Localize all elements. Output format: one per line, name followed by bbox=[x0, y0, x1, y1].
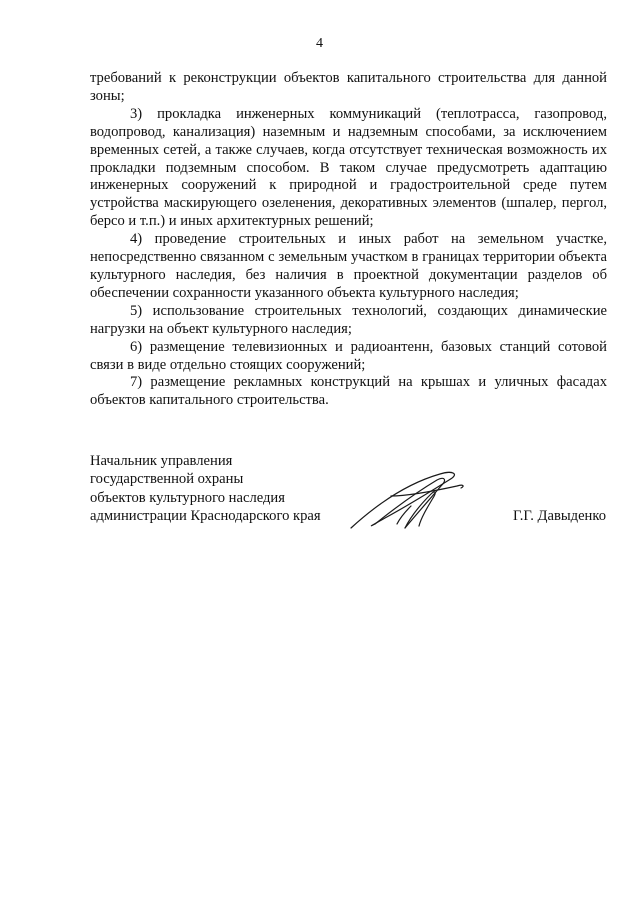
handwritten-signature bbox=[345, 466, 470, 536]
document-body bbox=[90, 70, 607, 410]
signatory-name: Г.Г. Давыденко bbox=[512, 508, 606, 524]
paragraph-continuation: требований к реконструкции объектов капитального строительства для данной зоны; bbox=[90, 70, 607, 104]
position-line: Начальник управления bbox=[90, 453, 233, 469]
paragraph-item-5: 5) использование строительных технологий, создающих динамические нагрузки на объект культурного наследия; bbox=[90, 302, 607, 337]
position-line: объектов культурного наследия bbox=[90, 489, 285, 506]
paragraph-item-6: 6) размещение телевизионных и радиоантенн, базовых станций сотовой связи в виде отдельно стоящих сооружений; bbox=[90, 338, 607, 373]
position-line: администрации Краснодарского края bbox=[90, 508, 321, 525]
paragraph-item-4: 4) проведение строительных и иных работ на земельном участке, непосредственно связанном с земельным участком в границах территории объекта культурного наследия, без наличия в проектной документации разделов об обеспечении сохранности указанного объекта культурного наследия; bbox=[90, 231, 607, 301]
position-line: государственной охраны bbox=[90, 471, 244, 488]
paragraph-item-3: 3) прокладка инженерных коммуникаций (теплотрасса, газопровод, водопровод, канализация) наземным и надземным способами, за исключением временных сетей, а также случаев, когда отсутствует техническая возможность их прокладки подземным способом. В таком случае предусмотреть адаптацию инженерных сооружений к природной и градостроительной среде путем устройства маскирующего озеленения, декоративных элементов (шпалер, пергол, берсо и т.п.) и иных архитектурных решений; bbox=[90, 105, 607, 230]
paragraph-item-7: 7) размещение рекламных конструкций на крышах и уличных фасадах объектов капитального строительства. bbox=[90, 374, 607, 409]
page-number: 4 bbox=[316, 36, 323, 51]
signatory-position bbox=[90, 452, 321, 526]
